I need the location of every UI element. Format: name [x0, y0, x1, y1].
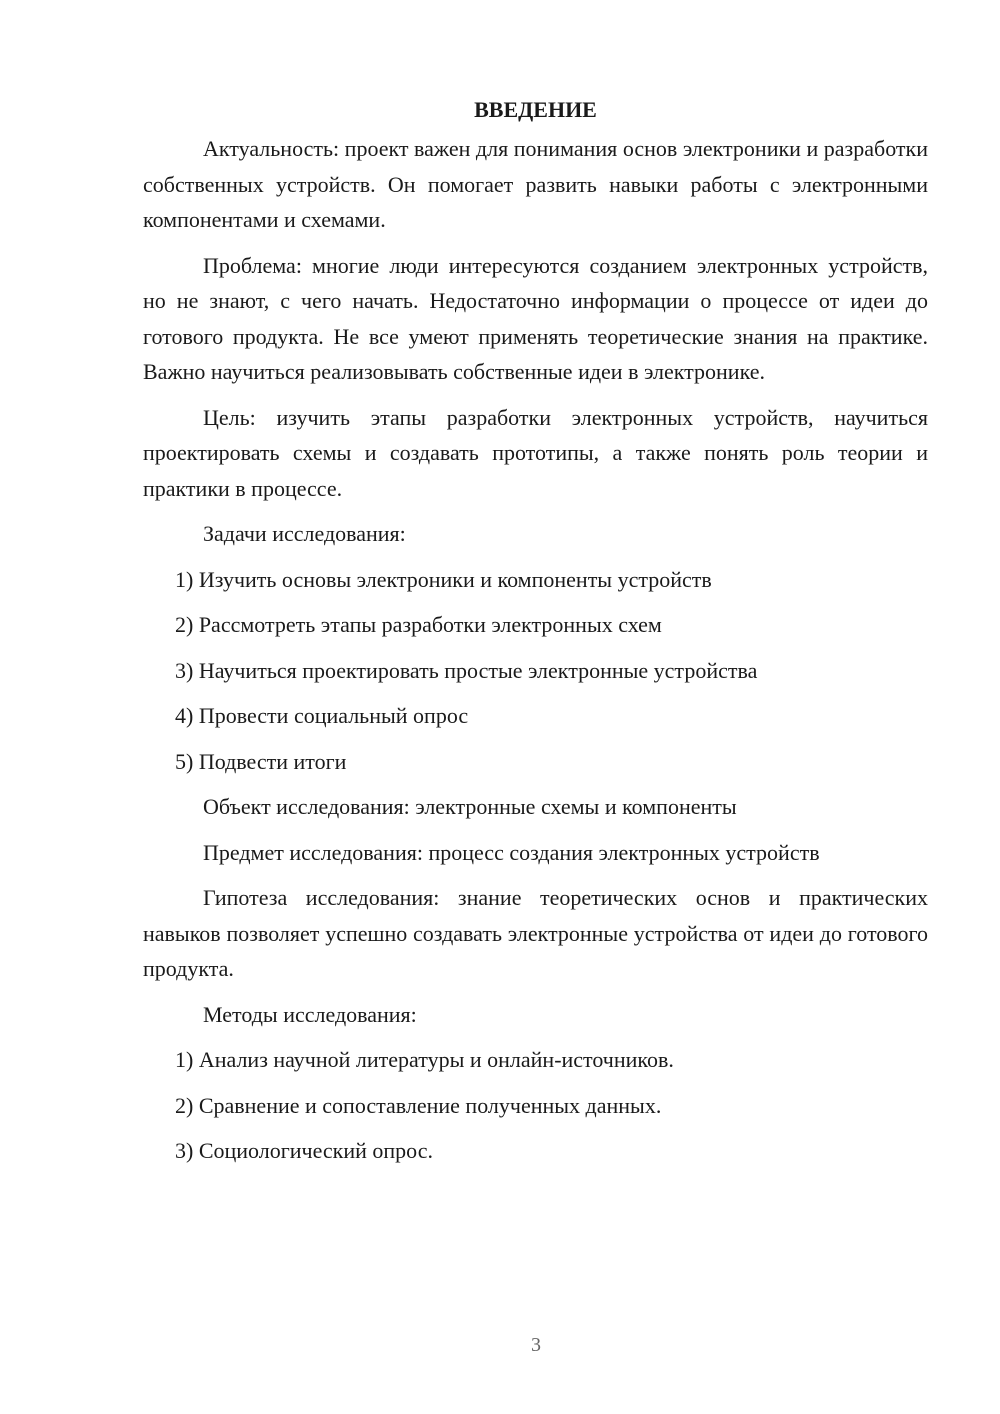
task-item: 1) Изучить основы электроники и компоненты устройств: [175, 566, 712, 592]
hypothesis-paragraph: Гипотеза исследования: знание теоретических основ и практических навыков позволяет успешно создавать электронные устройства от идеи до готового продукта.: [143, 885, 928, 981]
document-page: [143, 92, 928, 1179]
task-item: 4) Провести социальный опрос: [175, 703, 469, 728]
goal-paragraph: Цель: изучить этапы разработки электронных устройств, научиться проектировать схемы и создавать прототипы, а также понять роль теории и практики в процессе.: [143, 404, 928, 501]
method-item: 3) Социологический опрос.: [175, 1138, 433, 1163]
methods-label: Методы исследования:: [203, 1001, 417, 1027]
task-item: 2) Рассмотреть этапы разработки электронных схем: [175, 612, 662, 637]
section-heading: ВВЕДЕНИЕ: [474, 97, 597, 122]
method-item: 1) Анализ научной литературы и онлайн-источников.: [175, 1047, 674, 1072]
page-number: 3: [531, 1334, 541, 1356]
task-item: 3) Научиться проектировать простые электронные устройства: [175, 657, 758, 683]
problem-paragraph: Проблема: многие люди интересуются созданием электронных устройств, но не знают, с чего начать. Недостаточно информации о процессе от идеи до готового продукта. Не все умеют применять теоретические знания на практике. Важно научиться реализовывать собственные идеи в электронике.: [143, 252, 928, 384]
object-paragraph: Объект исследования: электронные схемы и компоненты: [203, 794, 737, 819]
task-item: 5) Подвести итоги: [175, 748, 347, 774]
method-item: 2) Сравнение и сопоставление полученных данных.: [175, 1092, 662, 1118]
subject-paragraph: Предмет исследования: процесс создания электронных устройств: [203, 839, 820, 865]
tasks-label: Задачи исследования:: [203, 521, 406, 546]
relevance-paragraph: Актуальность: проект важен для понимания основ электроники и разработки собственных устройств. Он помогает развить навыки работы с электронными компонентами и схемами.: [143, 136, 928, 232]
